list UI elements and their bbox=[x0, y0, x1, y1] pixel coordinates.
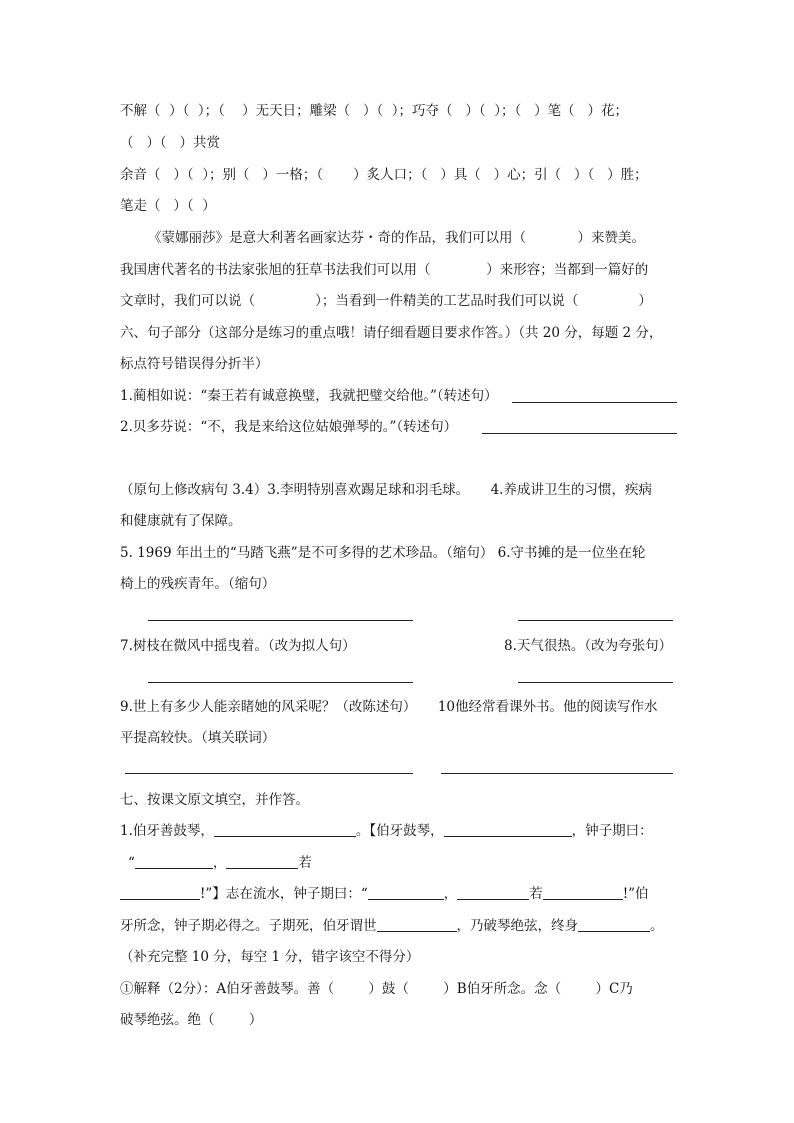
classic-text-seg: “ bbox=[128, 855, 135, 871]
classic-text-seg: ， bbox=[443, 886, 458, 902]
idiom-fill-line-1: 不解（ ）（ ）；（ ）无天日；雕梁（ ）（ ）；巧夺（ ）（ ）；（ ）笔（ ）花； bbox=[120, 103, 628, 119]
section-6-note: 标点符号错误得分折半） bbox=[120, 356, 269, 372]
blank-5[interactable] bbox=[120, 885, 200, 900]
question-8: 8.天气很热。（改为夸张句） bbox=[504, 638, 673, 654]
answer-line-q9[interactable] bbox=[125, 773, 413, 774]
scoring-note: （补充完整 10 分，每空 1 分，错字该空不得分） bbox=[120, 949, 420, 965]
idiom-fill-line-4: 笔走（ ）（ ） bbox=[120, 198, 216, 214]
blank-10[interactable] bbox=[578, 917, 650, 932]
question-2: 2.贝多芬说：“不，我是来给这位姑娘弹琴的。”（转述句） bbox=[120, 419, 458, 435]
answer-line-q8[interactable] bbox=[518, 682, 673, 683]
idiom-usage-line-2: 我国唐代著名的书法家张旭的狂草书法我们可以用（ ）来形容；当都到一篇好的 bbox=[120, 262, 649, 278]
blank-9[interactable] bbox=[377, 917, 457, 932]
question-5-6-cont: 椅上的残疾青年。（缩句） bbox=[120, 576, 276, 592]
section-7-heading: 七、按课文原文填空，并作答。 bbox=[120, 792, 309, 808]
classic-text-seg: ，乃破琴绝弦，终身 bbox=[456, 918, 578, 934]
classic-text-seg: 若 bbox=[298, 855, 312, 871]
section-6-heading: 六、句子部分（这部分是练习的重点哦！请仔细看题目要求作答。）（共 20 分，每题 2 分， bbox=[120, 325, 663, 341]
answer-line-q2[interactable] bbox=[482, 433, 677, 434]
classic-text-seg: ，钟子期曰： bbox=[571, 823, 653, 839]
classic-text-line-1 bbox=[120, 821, 653, 841]
idiom-usage-line-3: 文章时，我们可以说（ ）；当看到一件精美的工艺品时我们可以说（ ） bbox=[120, 293, 652, 309]
answer-line-q6[interactable] bbox=[518, 620, 673, 621]
question-3-4-cont: 和健康就有了保障。 bbox=[120, 513, 242, 529]
idiom-fill-line-2: （ ）（ ）共赏 bbox=[120, 135, 220, 151]
question-7: 7.树枝在微风中摇曳着。（改为拟人句） bbox=[120, 638, 356, 654]
blank-7[interactable] bbox=[457, 885, 529, 900]
answer-line-q10[interactable] bbox=[441, 773, 673, 774]
blank-1[interactable] bbox=[214, 822, 356, 837]
blank-3[interactable] bbox=[135, 854, 213, 869]
question-3-4: （原句上修改病句 3.4）3.李明特别喜欢踢足球和羽毛球。 4.养成讲卫生的习惯，疾病 bbox=[120, 482, 652, 498]
classic-text-line-2 bbox=[128, 853, 312, 873]
idiom-usage-line-1: 《蒙娜丽莎》是意大利著名画家达芬・奇的作品，我们可以用（ ）来赞美。 bbox=[148, 230, 645, 246]
classic-text-seg: 。【伯牙鼓琴， bbox=[355, 823, 444, 839]
answer-line-q1[interactable] bbox=[512, 402, 677, 403]
idiom-fill-line-3: 余音（ ）（ ）；别（ ）一格；（ ）炙人口；（ ）具（ ）心；引（ ）（ ）胜； bbox=[120, 167, 648, 183]
question-5-6: 5. 1969 年出土的“马踏飞燕”是不可多得的艺术珍品。（缩句） 6.守书摊的是一位坐在轮 bbox=[120, 545, 646, 561]
classic-text-seg: !”伯 bbox=[622, 886, 649, 902]
blank-2[interactable] bbox=[444, 822, 572, 837]
answer-line-q7[interactable] bbox=[148, 682, 413, 683]
classic-text-line-3 bbox=[120, 884, 649, 904]
explain-question-2: 破琴绝弦。绝（ ） bbox=[120, 1012, 263, 1028]
classic-text-seg: 牙所念，钟子期必得之。子期死，伯牙谓世 bbox=[120, 918, 377, 934]
classic-text-seg: ， bbox=[212, 855, 227, 871]
classic-text-seg: 若 bbox=[529, 886, 543, 902]
classic-text-seg: !”】志在流水，钟子期曰：“ bbox=[200, 886, 368, 902]
question-9-10: 9.世上有多少人能亲睹她的风采呢？（改陈述句） 10他经常看课外书。他的阅读写作水 bbox=[120, 699, 658, 715]
blank-4[interactable] bbox=[226, 854, 298, 869]
classic-text-seg: 。 bbox=[650, 918, 664, 934]
blank-8[interactable] bbox=[543, 885, 623, 900]
blank-6[interactable] bbox=[368, 885, 444, 900]
explain-question-1: ①解释（2分）：A伯牙善鼓琴。善（ ）鼓（ ）B伯牙所念。念（ ）C乃 bbox=[120, 981, 633, 997]
classic-text-seg: 1.伯牙善鼓琴， bbox=[120, 823, 214, 839]
answer-line-q5[interactable] bbox=[148, 620, 413, 621]
question-9-10-cont: 平提高较快。（填关联词） bbox=[120, 730, 276, 746]
classic-text-line-4 bbox=[120, 916, 664, 936]
question-1: 1.蔺相如说：“秦王若有诚意换璧，我就把璧交给他。”（转述句） bbox=[120, 388, 498, 404]
